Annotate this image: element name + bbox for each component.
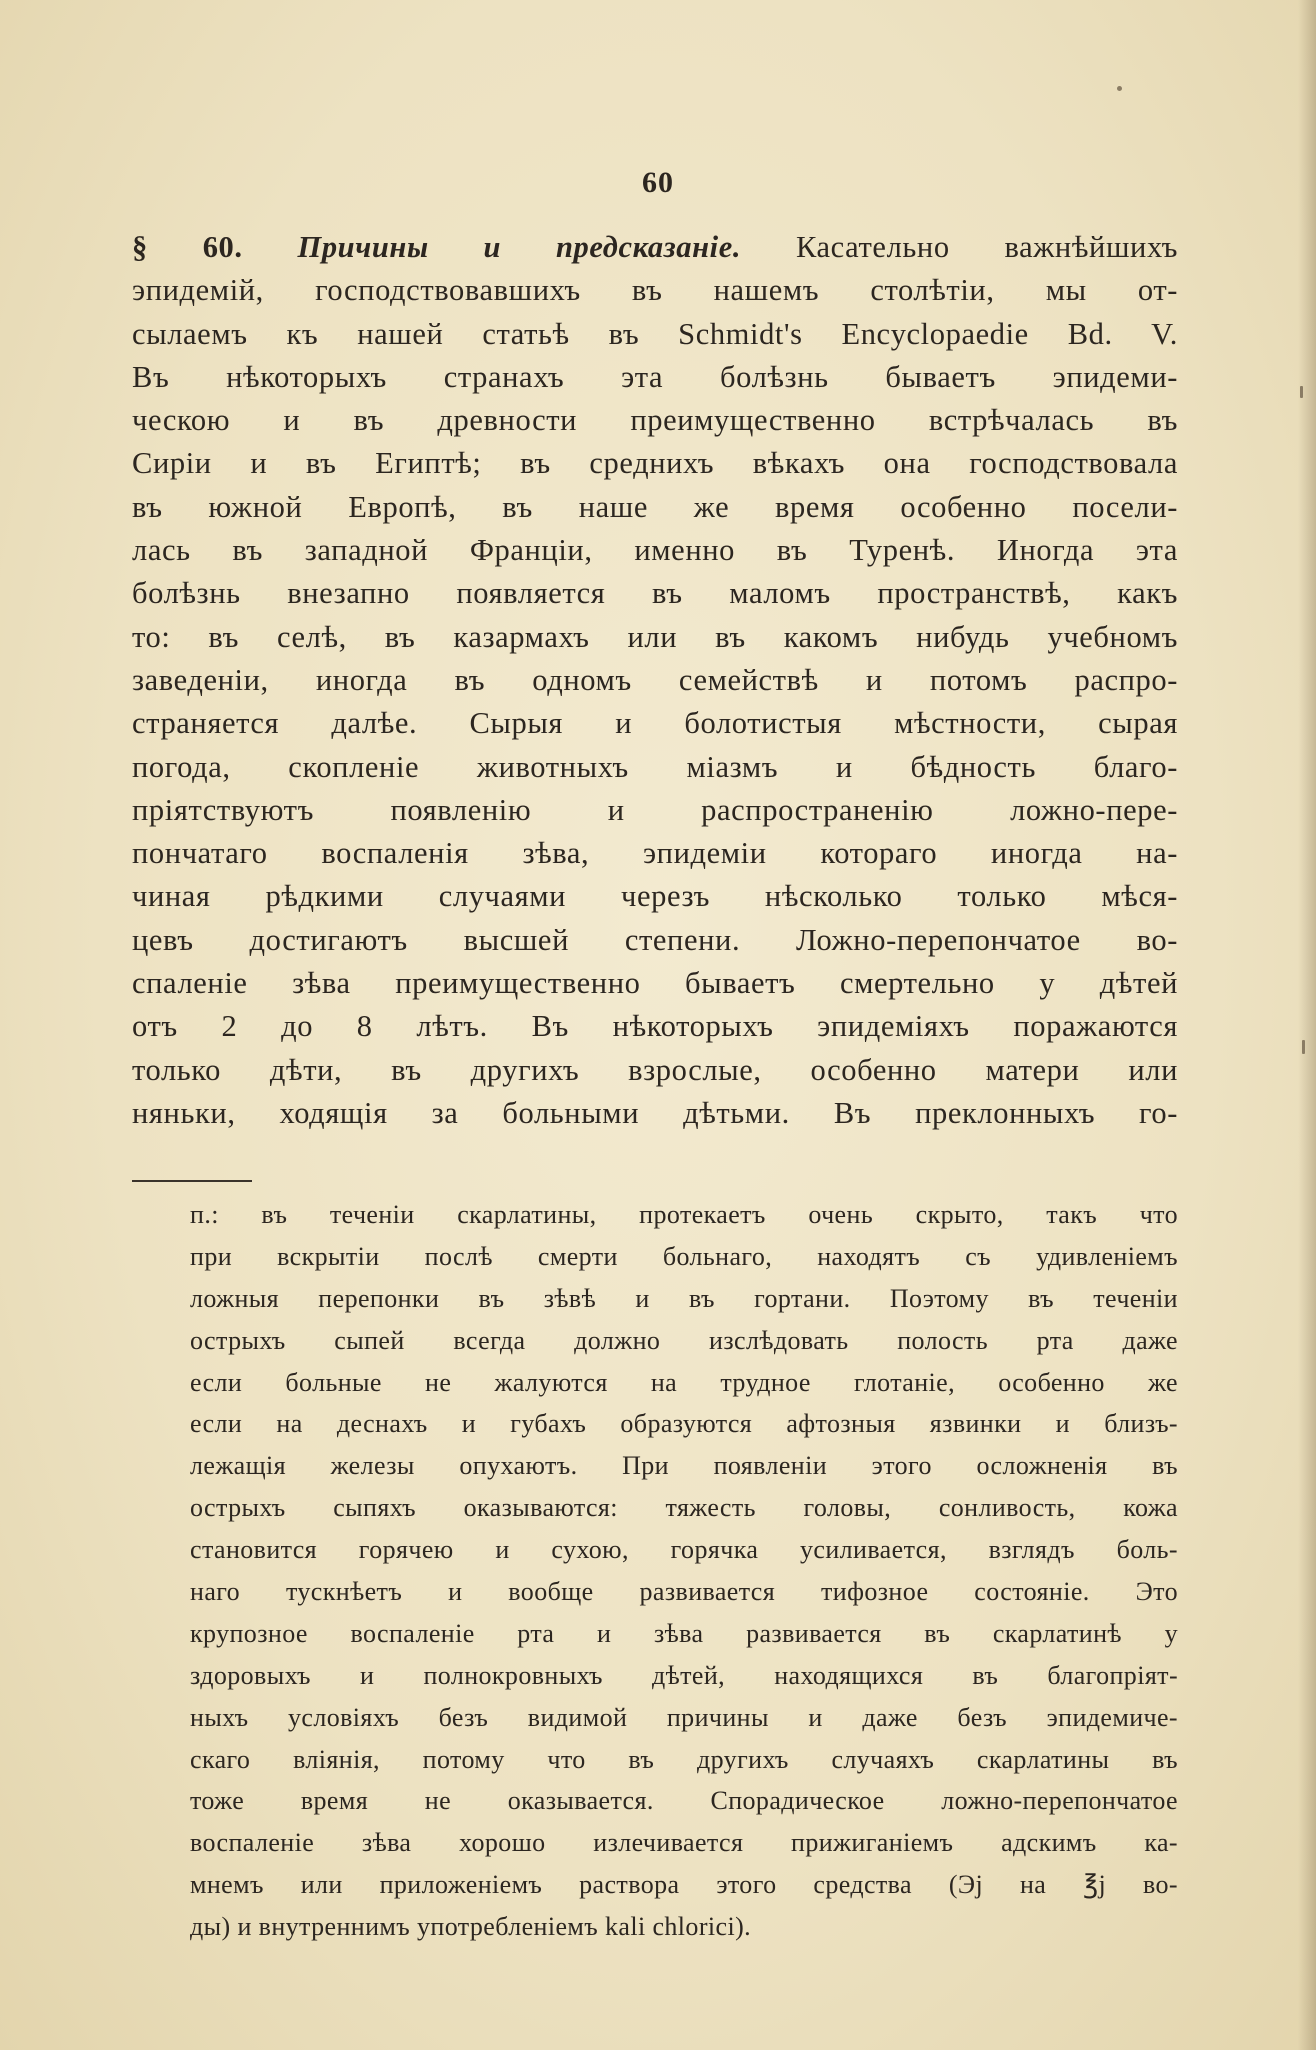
main-text-line: только дѣти, въ другихъ взрослые, особенно матери или [132,1052,1178,1087]
footnote-line: здоровыхъ и полнокровныхъ дѣтей, находящихся въ благопріят- [190,1660,1178,1690]
main-text-line: Сиріи и въ Египтѣ; въ среднихъ вѣкахъ она господствовала [132,446,1178,481]
main-text-line-rest: Касательно важнѣйшихъ [795,230,1179,264]
footnote-line: п.: въ теченіи скарлатины, протекаетъ очень скрыто, такъ что [190,1200,1178,1229]
footnote-line: тоже время не оказывается. Спорадическое ложно-перепончатое [190,1786,1178,1816]
main-text-line: лась въ западной Франціи, именно въ Туренѣ. Иногда эта [132,533,1178,568]
paper-speck [1302,1040,1305,1054]
main-text-line: пончатаго воспаленія зѣва, эпидеміи котораго иногда на- [132,836,1178,871]
footnote-line: лежащія железы опухаютъ. При появленіи этого осложненія въ [190,1451,1178,1481]
footnote-line: острыхъ сыпей всегда должно изслѣдовать полость рта даже [190,1325,1178,1355]
main-text-line: болѣзнь внезапно появляется въ маломъ пространствѣ, какъ [132,576,1178,611]
page-number: 60 [642,166,674,199]
paper-speck [1117,86,1122,91]
section-number: § 60. [132,230,243,264]
footnote-line: ды) и внутреннимъ употребленіемъ kali chlorici). [190,1912,752,1942]
main-text-line: цевъ достигаютъ высшей степени. Ложно-перепончатое во- [132,922,1178,957]
main-text-line: отъ 2 до 8 лѣтъ. Въ нѣкоторыхъ эпидеміяхъ поражаются [132,1009,1178,1044]
footnote-line: крупозное воспаленіе рта и зѣва развивается въ скарлатинѣ у [190,1618,1178,1648]
main-text-line: въ южной Европѣ, въ наше же время особенно посели- [132,489,1178,524]
main-text-line [132,226,1178,269]
footnote-line: мнемъ или приложеніемъ раствора этого средства (Эj на ℥j во- [190,1870,1178,1900]
footnote-line: наго тускнѣетъ и вообще развивается тифозное состояніе. Это [190,1577,1178,1607]
main-text-line: страняется далѣе. Сырыя и болотистыя мѣстности, сырая [132,706,1178,741]
main-text-line: то: въ селѣ, въ казармахъ или въ какомъ нибудь учебномъ [132,619,1178,654]
footnote-line: становится горячею и сухою, горячка усиливается, взглядъ боль- [190,1535,1178,1565]
footnote-line: если на деснахъ и губахъ образуются афтозныя язвинки и близъ- [190,1409,1178,1439]
footnote-line: ныхъ условіяхъ безъ видимой причины и даже безъ эпидемиче- [190,1702,1178,1732]
main-text-line: чиная рѣдкими случаями черезъ нѣсколько только мѣся- [132,879,1178,914]
footnote-divider [132,1180,252,1182]
footnote-line: скаго вліянія, потому что въ другихъ случаяхъ скарлатины въ [190,1744,1178,1774]
main-text-line: сылаемъ къ нашей статьѣ въ Schmidt's Encyclopaedie Bd. V. [132,316,1178,351]
page-edge-shadow [1298,0,1316,2050]
footnote-line: при вскрытіи послѣ смерти больнаго, находятъ съ удивленіемъ [190,1241,1178,1271]
main-text-line: Въ нѣкоторыхъ странахъ эта болѣзнь бываетъ эпидеми- [132,359,1178,394]
main-text-line: няньки, ходящія за больными дѣтьми. Въ преклонныхъ го- [132,1095,1178,1130]
section-title: Причины и предсказаніе. [297,230,742,264]
main-text-line: заведеніи, иногда въ одномъ семействѣ и потомъ распро- [132,662,1178,697]
footnote-line: ложныя перепонки въ зѣвѣ и въ гортани. Поэтому въ теченіи [190,1283,1178,1313]
footnote-line: если больные не жалуются на трудное глотаніе, особенно же [190,1367,1178,1397]
paper-speck [1300,386,1303,398]
main-text-line: ческою и въ древности преимущественно встрѣчалась въ [132,403,1178,438]
main-text-line: пріятствуютъ появленію и распространенію ложно-пере- [132,792,1178,827]
footnote-line: воспаленіе зѣва хорошо излечивается прижиганіемъ адскимъ ка- [190,1828,1178,1858]
footnote [190,1194,1178,1948]
main-text-line: спаленіе зѣва преимущественно бываетъ смертельно у дѣтей [132,966,1178,1001]
main-text-line: погода, скопленіе животныхъ міазмъ и бѣдность благо- [132,749,1178,784]
main-text [132,226,1178,1135]
footnote-line: острыхъ сыпяхъ оказываются: тяжесть головы, сонливость, кожа [190,1493,1178,1523]
main-text-line: эпидемій, господствовавшихъ въ нашемъ столѣтіи, мы от- [132,273,1178,308]
